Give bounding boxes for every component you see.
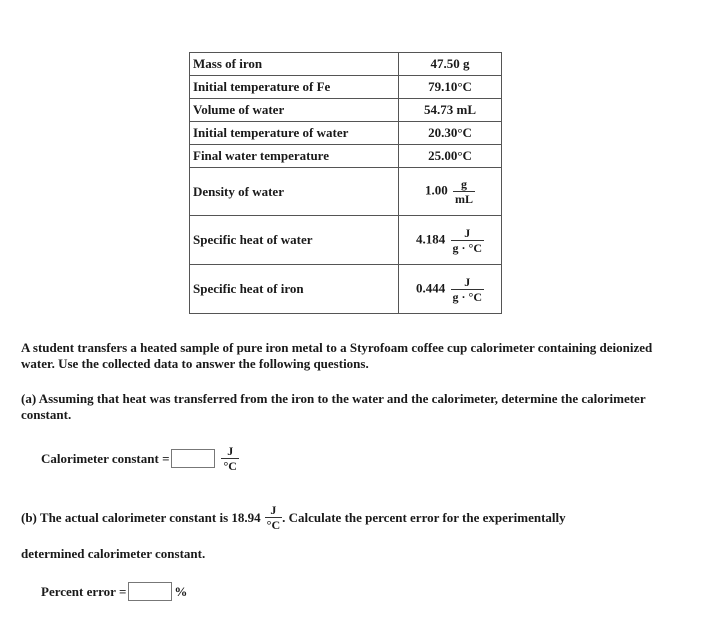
row-value: 20.30°C xyxy=(399,122,502,145)
percent-unit: % xyxy=(174,583,188,599)
calorimeter-constant-unit xyxy=(221,444,238,473)
table-row xyxy=(190,99,502,122)
actual-constant-unit xyxy=(265,503,282,532)
unit-numerator: J xyxy=(464,274,471,289)
table-row xyxy=(190,76,502,99)
intro-text: A student transfers a heated sample of pure iron metal to a Styrofoam coffee cup calorimeter containing deionized water. Use the collected data to answer the following questions. xyxy=(21,340,653,371)
unit-denominator: g · °C xyxy=(452,289,482,304)
part-b-question-end: . Calculate the percent error for the experimentally xyxy=(282,509,566,525)
table-row-specific-heat-water xyxy=(190,216,502,265)
table-row xyxy=(190,122,502,145)
part-b-question-line2: determined calorimeter constant. xyxy=(21,546,206,561)
row-label: Mass of iron xyxy=(190,53,399,76)
unit-numerator: g xyxy=(461,177,467,191)
row-label: Initial temperature of Fe xyxy=(190,76,399,99)
specific-heat-iron-value: 0.444 xyxy=(416,279,446,295)
specific-heat-water-unit xyxy=(451,226,484,255)
density-unit xyxy=(453,177,475,206)
row-value: 47.50 g xyxy=(399,53,502,76)
row-value: 25.00°C xyxy=(399,145,502,168)
row-value: 54.73 mL xyxy=(399,99,502,122)
specific-heat-water-value: 4.184 xyxy=(416,230,446,246)
density-value: 1.00 xyxy=(425,182,448,198)
calorimeter-constant-input[interactable] xyxy=(171,449,215,468)
part-b-question xyxy=(21,503,566,532)
unit-denominator: °C xyxy=(266,518,281,532)
specific-heat-iron-unit xyxy=(451,275,484,304)
unit-numerator: J xyxy=(227,444,234,458)
row-label: Specific heat of iron xyxy=(190,265,399,314)
unit-numerator: J xyxy=(464,225,471,240)
table-row-density xyxy=(190,168,502,216)
unit-denominator: mL xyxy=(455,192,473,206)
row-label: Final water temperature xyxy=(190,145,399,168)
data-table xyxy=(189,52,502,314)
row-label: Density of water xyxy=(190,168,399,216)
row-value xyxy=(399,168,502,216)
calorimeter-constant-label: Calorimeter constant = xyxy=(41,450,170,466)
unit-denominator: °C xyxy=(223,459,237,473)
part-b-question-start: (b) The actual calorimeter constant is 18.94 xyxy=(21,509,261,525)
row-value: 79.10°C xyxy=(399,76,502,99)
row-label: Initial temperature of water xyxy=(190,122,399,145)
table-row xyxy=(190,145,502,168)
row-value xyxy=(399,216,502,265)
table-row-specific-heat-iron xyxy=(190,265,502,314)
percent-error-row xyxy=(41,582,187,601)
percent-error-input[interactable] xyxy=(128,582,172,601)
unit-numerator: J xyxy=(270,503,277,517)
table-row xyxy=(190,53,502,76)
calorimeter-constant-row xyxy=(41,444,239,473)
row-value xyxy=(399,265,502,314)
unit-denominator: g · °C xyxy=(452,240,482,255)
percent-error-label: Percent error = xyxy=(41,583,127,599)
part-a-question: (a) Assuming that heat was transferred from the iron to the water and the calorimeter, determine the calorimeter constant. xyxy=(21,391,646,422)
row-label: Specific heat of water xyxy=(190,216,399,265)
row-label: Volume of water xyxy=(190,99,399,122)
